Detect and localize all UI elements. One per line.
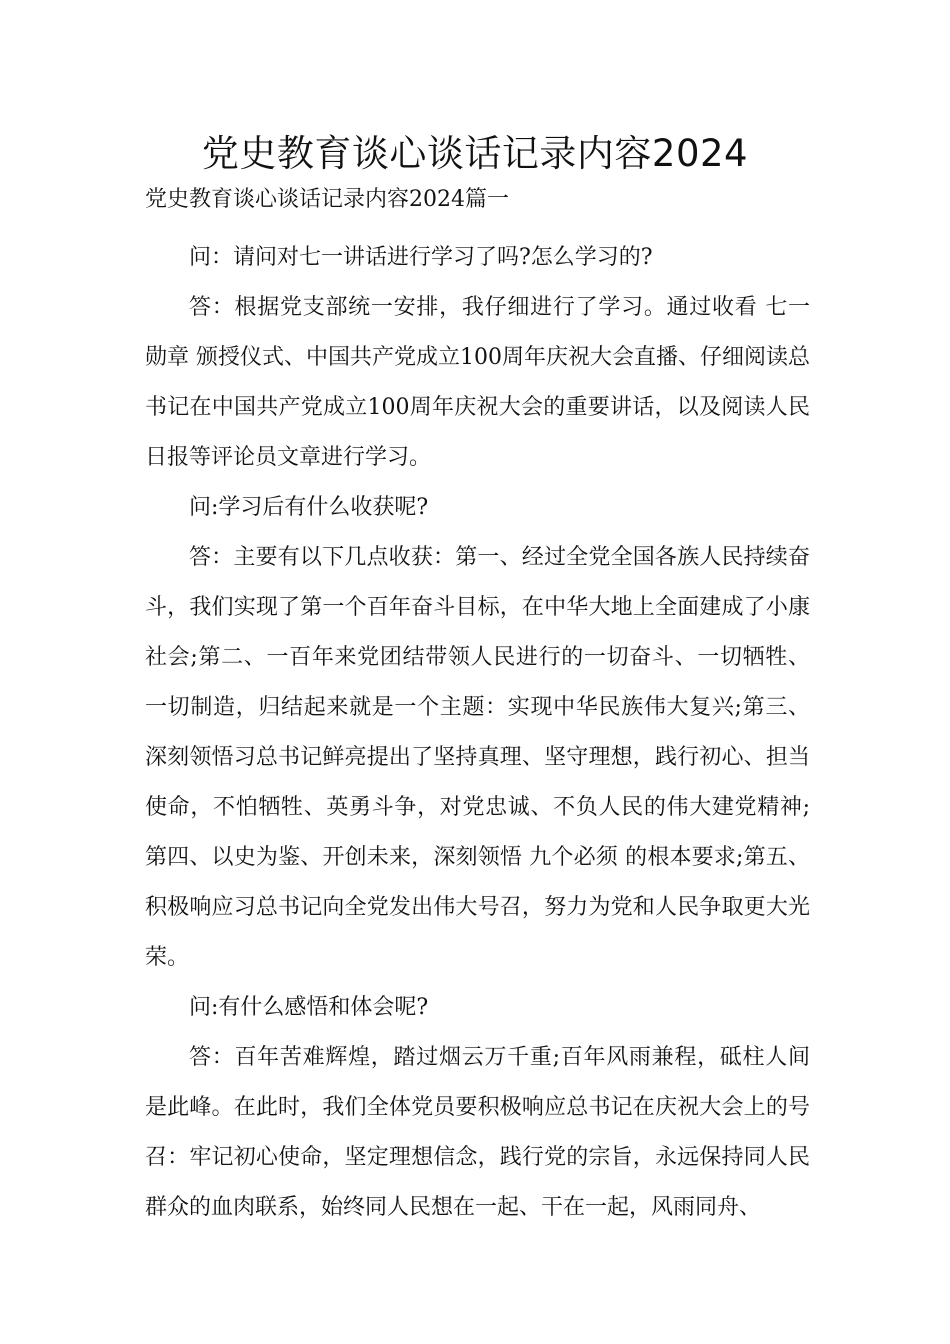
paragraph-answer-1: 答：根据党支部统一安排，我仔细进行了学习。通过收看 七一勋章 颁授仪式、中国共产党成立100周年庆祝大会直播、仔细阅读总书记在中国共产党成立100周年庆祝大会的重要讲话，以及阅读人民日报等评论员文章进行学习。 (145, 295, 810, 470)
paragraph-question-1: 问：请问对七一讲话进行学习了吗?怎么学习的? (189, 245, 653, 270)
paragraph-question-2: 问:学习后有什么收获呢? (189, 495, 429, 520)
paragraph-answer-3: 答：百年苦难辉煌，踏过烟云万千重;百年风雨兼程，砥柱人间是此峰。在此时，我们全体党员要积极响应总书记在庆祝大会上的号召：牢记初心使命，坚定理想信念，践行党的宗旨，永远保持同人民群众的血肉联系，始终同人民想在一起、干在一起，风雨同舟、 (145, 1045, 810, 1220)
paragraph-question-3: 问:有什么感悟和体会呢? (189, 995, 429, 1020)
document-title: 党史教育谈心谈话记录内容2024 (201, 132, 749, 175)
document-body (145, 233, 810, 1233)
paragraph-answer-2: 答：主要有以下几点收获：第一、经过全党全国各族人民持续奋斗，我们实现了第一个百年奋斗目标，在中华大地上全面建成了小康社会;第二、一百年来党团结带领人民进行的一切奋斗、一切牺牲、一切制造，归结起来就是一个主题：实现中华民族伟大复兴;第三、深刻领悟习总书记鲜亮提出了坚持真理、坚守理想，践行初心、担当使命，不怕牺牲、英勇斗争，对党忠诚、不负人民的伟大建党精神;第四、以史为鉴、开创未来，深刻领悟 九个必须 的根本要求;第五、积极响应习总书记向全党发出伟大号召，努力为党和人民争取更大光荣。 (145, 545, 810, 970)
document-subtitle: 党史教育谈心谈话记录内容2024篇一 (145, 187, 509, 212)
